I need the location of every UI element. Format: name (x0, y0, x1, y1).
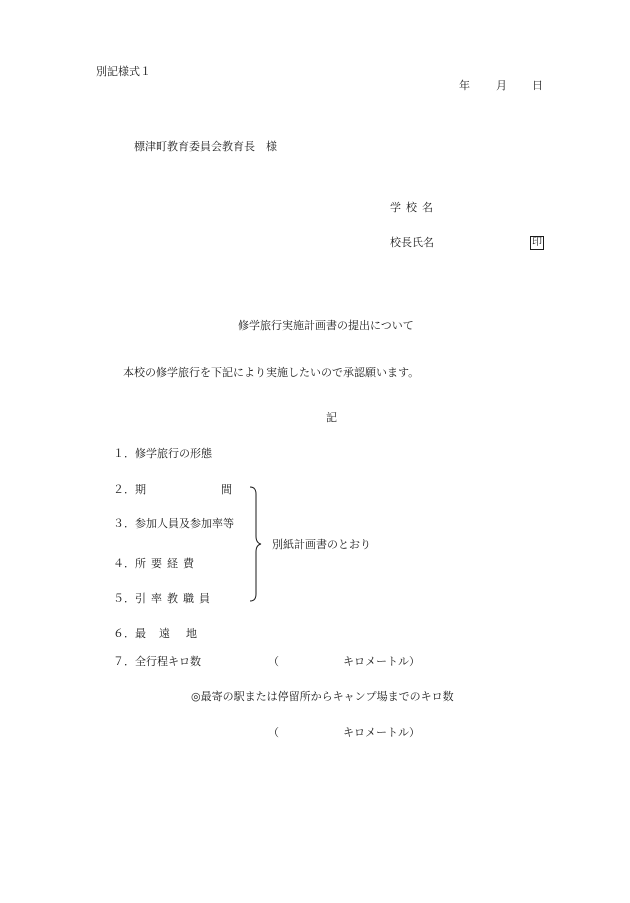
item-4 (113, 557, 199, 571)
item-3 (113, 517, 234, 531)
item-2-label-b: 間 (221, 483, 232, 496)
item-6-label-c: 地 (186, 627, 197, 640)
item-4-label: 所要経費 (135, 557, 199, 570)
document-title: 修学旅行実施計画書の提出について (238, 319, 414, 332)
item-2-label-a: 期 (135, 483, 146, 496)
item-2 (113, 483, 146, 497)
item-6-label-a: 最 (135, 627, 146, 640)
form-id: 別記様式１ (96, 65, 151, 78)
nearest-note: ◎最寄の駅または停留所からキャンプ場までのキロ数 (191, 690, 454, 703)
item-6-label-b: 遠 (159, 627, 170, 640)
date-day: 日 (532, 79, 543, 92)
item-1-number: １． (113, 447, 135, 460)
item-2-number: ２． (113, 483, 135, 496)
seal-mark: 印 (532, 237, 542, 248)
school-name-label: 学校名 (390, 201, 438, 214)
item-1-label: 修学旅行の形態 (135, 447, 212, 460)
item-1 (113, 447, 212, 461)
ki-heading: 記 (326, 411, 337, 424)
addressee: 標津町教育委員会教育長 様 (134, 140, 277, 153)
date-year: 年 (459, 79, 470, 92)
principal-name-label: 校長氏名 (390, 236, 434, 249)
item-4-number: ４． (113, 557, 135, 570)
item-5-label: 引率教職員 (135, 592, 215, 605)
item-6-number: ６． (113, 627, 135, 640)
item-5 (113, 592, 215, 606)
item-5-number: ５． (113, 592, 135, 605)
item-7 (113, 655, 201, 669)
body-text: 本校の修学旅行を下記により実施したいので承認願います。 (123, 366, 420, 379)
nearest-unit: キロメートル） (343, 726, 420, 739)
brace-icon (247, 486, 263, 602)
bracket-note: 別紙計画書のとおり (272, 538, 371, 551)
nearest-paren-open: （ (268, 726, 279, 739)
item-7-label: 全行程キロ数 (135, 655, 201, 668)
item-3-label: 参加人員及参加率等 (135, 517, 234, 530)
item-7-number: ７． (113, 655, 135, 668)
item-7-unit: キロメートル） (343, 655, 420, 668)
item-6 (113, 627, 146, 641)
item-3-number: ３． (113, 517, 135, 530)
item-7-paren-open: （ (268, 655, 279, 668)
date-month: 月 (496, 79, 507, 92)
